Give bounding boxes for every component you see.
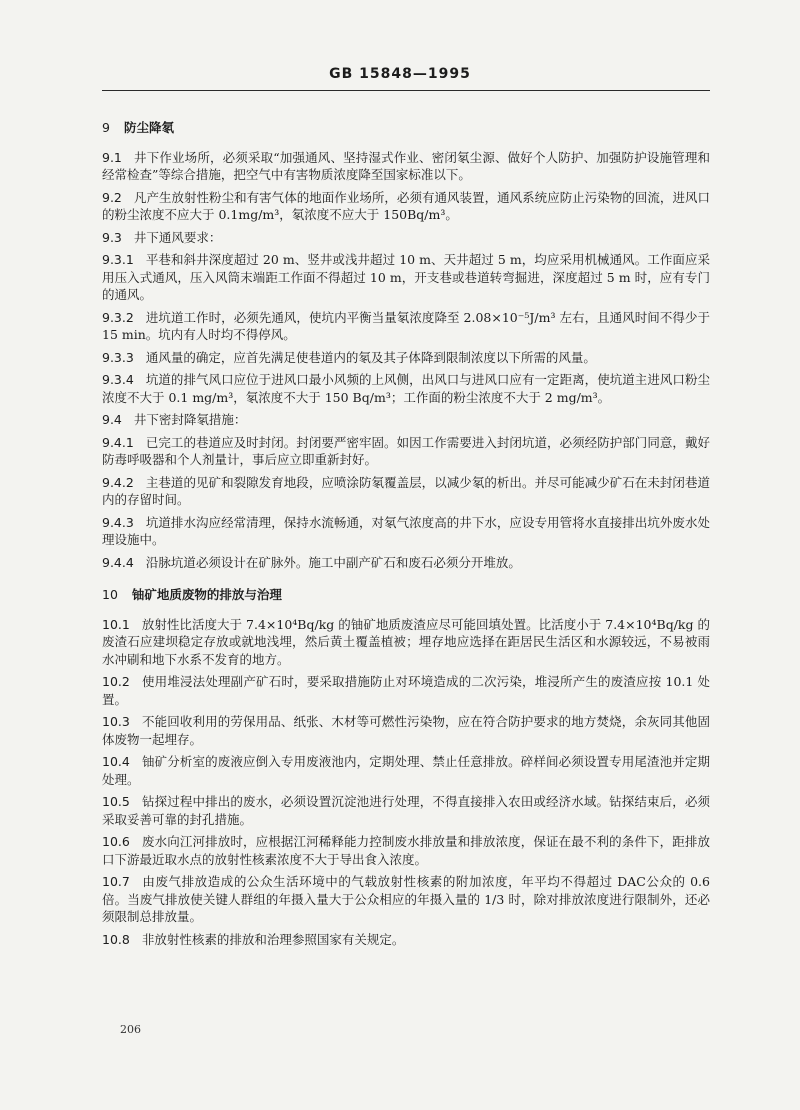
clause-number: 10.4 xyxy=(102,754,130,769)
section-9-heading: 防尘降氡 xyxy=(123,120,174,135)
header-rule xyxy=(102,90,710,91)
clause-number: 9.4 xyxy=(102,412,122,427)
clause-number: 10.5 xyxy=(102,794,130,809)
clause-text: 不能回收利用的劳保用品、纸张、木材等可燃性污染物，应在符合防护要求的地方焚烧，余灰同其他固体废物一起埋存。 xyxy=(102,714,710,747)
clause-paragraph xyxy=(102,474,710,509)
clause-text: 井下密封降氡措施： xyxy=(133,412,247,427)
clause-text: 坑道排水沟应经常清理，保持水流畅通，对氡气浓度高的井下水，应设专用管将水直接排出坑外废水处理设施中。 xyxy=(102,514,710,547)
clause-number: 9.3.2 xyxy=(102,309,134,325)
clause-text: 沿脉坑道必须设计在矿脉外。施工中副产矿石和废石必须分开堆放。 xyxy=(145,554,521,570)
clause-number: 9.4.2 xyxy=(102,474,134,490)
clause-number: 10.1 xyxy=(102,616,130,632)
clause-text: 主巷道的见矿和裂隙发育地段，应喷涂防氡覆盖层，以减少氡的析出。并尽可能减少矿石在未封闭巷道内的存留时间。 xyxy=(102,474,710,507)
clause-paragraph xyxy=(102,793,710,828)
clause-number: 10.8 xyxy=(102,931,130,947)
section-10-number: 10 xyxy=(102,587,118,602)
clause-paragraph xyxy=(102,411,710,429)
clause-paragraph xyxy=(102,349,710,367)
clause-number: 9.3.4 xyxy=(102,372,134,387)
clause-number: 9.4.1 xyxy=(102,434,134,450)
clause-number: 10.3 xyxy=(102,714,130,729)
clause-number: 10.2 xyxy=(102,674,130,689)
clause-number: 9.3.1 xyxy=(102,252,134,267)
clause-text: 凡产生放射性粉尘和有害气体的地面作业场所，必须有通风装置，通风系统应防止污染物的回流，进风口的粉尘浓度不应大于 0.1mg/m³，氡浓度不应大于 150Bq/m³。 xyxy=(102,189,710,222)
section-9-paragraphs xyxy=(102,149,710,572)
section-10-heading: 铀矿地质废物的排放与治理 xyxy=(131,587,282,602)
clause-paragraph xyxy=(102,251,710,304)
clause-text: 井下作业场所，必须采取“加强通风、坚持湿式作业、密闭氡尘源、做好个人防护、加强防护设施管理和经常检查”等综合措施，把空气中有害物质浓度降至国家标准以下。 xyxy=(102,149,710,182)
clause-paragraph xyxy=(102,873,710,926)
document-header: GB 15848—1995 xyxy=(329,66,471,82)
clause-number: 10.6 xyxy=(102,834,130,849)
clause-text: 由废气排放造成的公众生活环境中的气载放射性核素的附加浓度，年平均不得超过 DAC公众的 0.6 倍。当废气排放使关键人群组的年摄入量大于公众相应的年摄入量的 1/3 时，除对排放浓度进行限制外，还必须限制总排放量。 xyxy=(102,874,710,924)
clause-paragraph xyxy=(102,514,710,549)
clause-text: 钻探过程中排出的废水，必须设置沉淀池进行处理，不得直接排入农田或经济水域。钻探结束后，必须采取妥善可靠的封孔措施。 xyxy=(102,794,710,827)
clause-text: 坑道的排气风口应位于进风口最小风频的上风侧，出风口与进风口应有一定距离，使坑道主进风口粉尘浓度不大于 0.1 mg/m³，氡浓度不大于 150 Bq/m³；工作面的粉尘浓度不大于 2 mg/m³。 xyxy=(102,372,710,405)
section-9-number: 9 xyxy=(102,120,110,135)
clause-paragraph xyxy=(102,309,710,344)
page-number: 206 xyxy=(120,1023,141,1036)
section-10-paragraphs xyxy=(102,616,710,949)
clause-number: 9.4.3 xyxy=(102,514,134,530)
clause-text: 已完工的巷道应及时封闭。封闭要严密牢固。如因工作需要进入封闭坑道，必须经防护部门同意，戴好防毒呼吸器和个人剂量计，事后应立即重新封好。 xyxy=(102,434,710,467)
document-body xyxy=(102,119,710,953)
clause-number: 9.1 xyxy=(102,149,122,165)
section-10-title xyxy=(102,586,710,604)
clause-paragraph xyxy=(102,616,710,669)
section-9-title xyxy=(102,119,710,137)
clause-paragraph xyxy=(102,713,710,748)
clause-number: 9.2 xyxy=(102,189,122,205)
clause-text: 井下通风要求： xyxy=(133,229,222,245)
clause-paragraph xyxy=(102,753,710,788)
clause-text: 非放射性核素的排放和治理参照国家有关规定。 xyxy=(141,931,405,947)
clause-paragraph xyxy=(102,189,710,224)
clause-paragraph xyxy=(102,833,710,868)
clause-paragraph xyxy=(102,229,710,247)
clause-paragraph xyxy=(102,371,710,406)
clause-number: 9.3.3 xyxy=(102,349,134,365)
clause-text: 放射性比活度大于 7.4×10⁴Bq/kg 的铀矿地质废渣应尽可能回填处置。比活度小于 7.4×10⁴Bq/kg 的废渣石应建坝稳定存放或就地浅埋，然后黄土覆盖植被；埋存地应选择在距居民生活区和水源较远，不易被雨水冲刷和地下水系不发育的地方。 xyxy=(102,616,710,667)
clause-number: 9.4.4 xyxy=(102,554,134,570)
clause-text: 铀矿分析室的废液应倒入专用废液池内，定期处理、禁止任意排放。碎样间必须设置专用尾渣池并定期处理。 xyxy=(102,754,710,787)
clause-number: 9.3 xyxy=(102,229,122,245)
clause-paragraph xyxy=(102,554,710,572)
clause-paragraph xyxy=(102,434,710,469)
clause-paragraph xyxy=(102,931,710,949)
clause-number: 10.7 xyxy=(102,874,130,889)
clause-text: 通风量的确定，应首先满足使巷道内的氡及其子体降到限制浓度以下所需的风量。 xyxy=(145,349,596,365)
clause-text: 进坑道工作时，必须先通风，使坑内平衡当量氡浓度降至 2.08×10⁻⁵J/m³ 左右，且通风时间不得少于 15 min。坑内有人时均不得停风。 xyxy=(102,309,710,342)
clause-paragraph xyxy=(102,673,710,708)
clause-paragraph xyxy=(102,149,710,184)
clause-text: 平巷和斜井深度超过 20 m、竖井或浅井超过 10 m、天井超过 5 m，均应采用机械通风。工作面应采用压入式通风，压入风筒末端距工作面不得超过 10 m，开支巷或巷道转弯掘进，深度超过 5 m 时，应有专门的通风。 xyxy=(102,252,710,302)
clause-text: 废水向江河排放时，应根据江河稀释能力控制废水排放量和排放浓度，保证在最不利的条件下，距排放口下游最近取水点的放射性核素浓度不大于导出食入浓度。 xyxy=(102,834,710,867)
clause-text: 使用堆浸法处理副产矿石时，要采取措施防止对环境造成的二次污染，堆浸所产生的废渣应按 10.1 处置。 xyxy=(102,674,710,707)
